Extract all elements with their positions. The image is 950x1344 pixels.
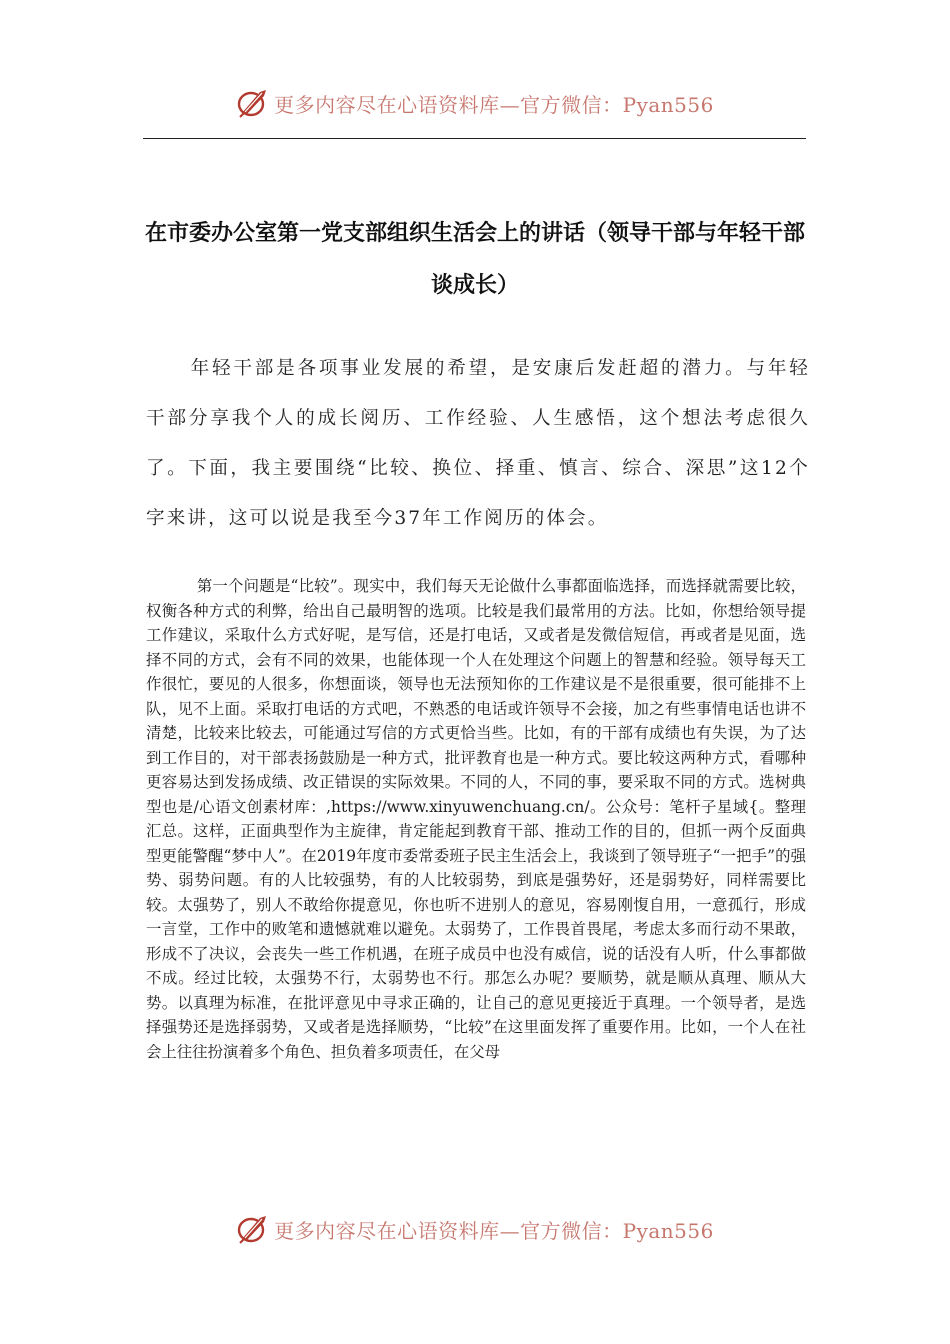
- footer-brand-text: 更多内容尽在心语资料库—官方微信：Pyan556: [274, 1218, 714, 1243]
- page-footer: [0, 1208, 950, 1250]
- brand-text: 更多内容尽在心语资料库—官方微信：Pyan556: [274, 92, 714, 117]
- page-header: [0, 82, 950, 124]
- body-paragraph: 第一个问题是“比较”。现实中，我们每天无论做什么事都面临选择，而选择就需要比较，权衡各种方式的利弊，给出自己最明智的选项。比较是我们最常用的方法。比如，你想给领导提工作建议，采取什么方式好呢，是写信，还是打电话，又或者是发微信短信，再或者是见面，选择不同的方式，会有不同的效果，也能体现一个人在处理这个问题上的智慧和经验。领导每天工作很忙，要见的人很多，你想面谈，领导也无法预知你的工作建议是不是很重要，很可能排不上队，见不上面。采取打电话的方式吧，不熟悉的电话或许领导不会接，加之有些事情电话也讲不清楚，比较来比较去，可能通过写信的方式更恰当些。比如，有的干部有成绩也有失误，为了达到工作目的，对干部表扬鼓励是一种方式，批评教育也是一种方式。要比较这两种方式，看哪种更容易达到发扬成绩、改正错误的实际效果。不同的人，不同的事，要采取不同的方式。选树典型也是/心语文创素材库：,https://www.xinyuwenchuang.cn/。公众号：笔杆子星域{。整理汇总。这样，正面典型作为主旋律，肯定能起到教育干部、推动工作的目的，但抓一两个反面典型更能警醒“梦中人”。在2019年度市委常委班子民主生活会上，我谈到了领导班子“一把手”的强势、弱势问题。有的人比较强势，有的人比较弱势，到底是强势好，还是弱势好，同样需要比较。太强势了，别人不敢给你提意见，你也听不进别人的意见，容易刚愎自用，一意孤行，形成一言堂，工作中的败笔和遗憾就难以避免。太弱势了，工作畏首畏尾，考虑太多而行动不果敢，形成不了决议，会丧失一些工作机遇，在班子成员中也没有威信，说的话没有人听，什么事都做不成。经过比较，太强势不行，太弱势也不行。那怎么办呢？要顺势，就是顺从真理、顺从大势。以真理为标准，在批评意见中寻求正确的，让自己的意见更接近于真理。一个领导者，是选择强势还是选择弱势，又或者是选择顺势，“比较”在这里面发挥了重要作用。比如，一个人在社会上往往扮演着多个角色、担负着多项责任，在父母: [146, 577, 806, 1061]
- quill-pen-icon: [236, 86, 270, 120]
- quill-pen-icon: [236, 1212, 270, 1246]
- intro-paragraph: 年轻干部是各项事业发展的希望，是安康后发赶超的潜力。与年轻干部分享我个人的成长阅历、工作经验、人生感悟，这个想法考虑很久了。下面，我主要围绕“比较、换位、择重、慎言、综合、深思”这12个字来讲，这可以说是我至今37年工作阅历的体会。: [146, 358, 810, 529]
- document-title: 在市委办公室第一党支部组织生活会上的讲话（领导干部与年轻干部谈成长）: [144, 221, 805, 298]
- header-divider: [143, 138, 806, 139]
